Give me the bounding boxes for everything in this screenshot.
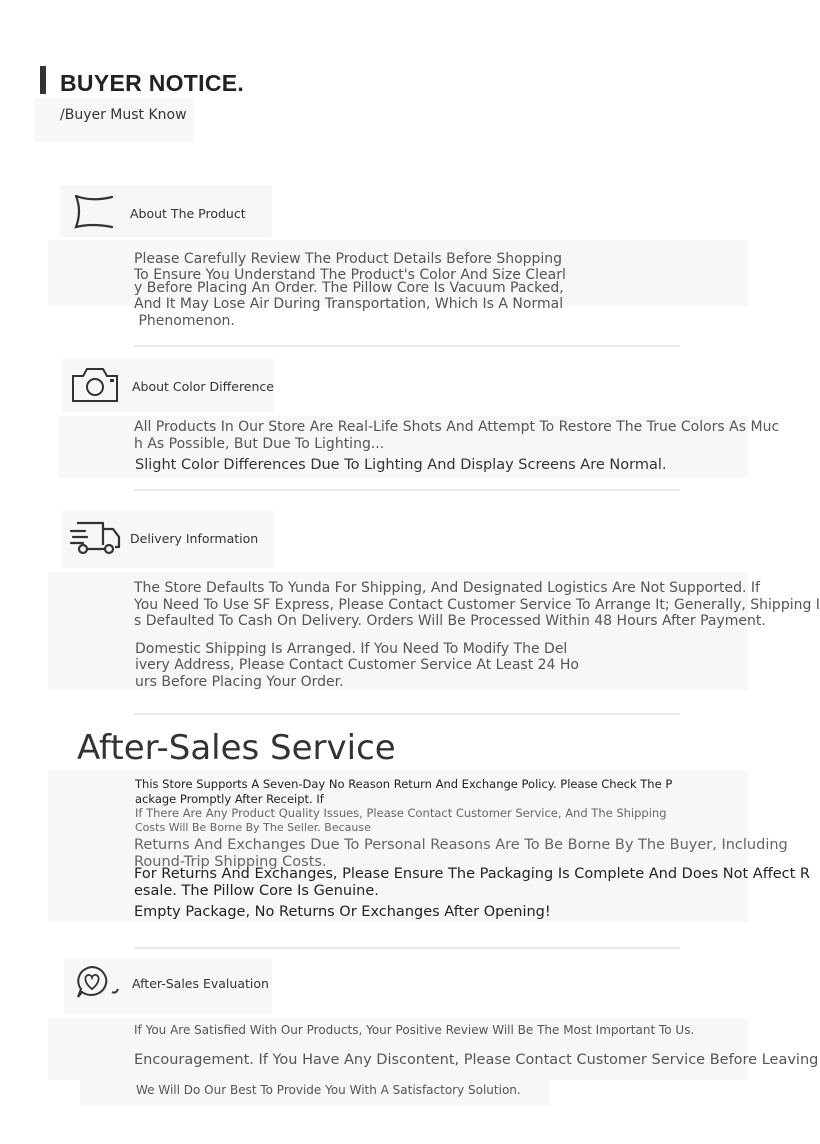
- section-title-product: About The Product: [130, 206, 246, 221]
- delivery-note-line-3: urs Before Placing Your Order.: [135, 674, 344, 690]
- section-title-after-sales: After-Sales Service: [77, 728, 396, 768]
- after-sales-block2-line-1: If There Are Any Product Quality Issues, Please Contact Customer Service, And The Shipping: [135, 806, 667, 820]
- product-text-line-1: Please Carefully Review The Product Details Before Shopping: [134, 251, 563, 267]
- section-divider: [134, 489, 680, 491]
- delivery-text-line-3: s Defaulted To Cash On Delivery. Orders Will Be Processed Within 48 Hours After Payment.: [134, 613, 766, 629]
- section-divider: [134, 947, 680, 949]
- after-sales-block4-line-1: For Returns And Exchanges, Please Ensure The Packaging Is Complete And Does Not Affect R: [134, 866, 810, 882]
- page-subtitle: /Buyer Must Know: [60, 107, 187, 123]
- after-sales-block2-line-2: Costs Will Be Borne By The Seller. Because: [135, 821, 371, 834]
- product-text-line-5: Phenomenon.: [134, 313, 235, 329]
- heart-chat-icon: [74, 964, 122, 1000]
- evaluation-line-1: If You Are Satisfied With Our Products, Your Positive Review Will Be The Most Important To Us.: [134, 1023, 695, 1037]
- pillow-icon: [72, 193, 118, 231]
- evaluation-line-3: We Will Do Our Best To Provide You With A Satisfactory Solution.: [136, 1083, 521, 1097]
- product-text-line-4: And It May Lose Air During Transportation, Which Is A Normal: [134, 296, 564, 312]
- after-sales-block4-line-2: esale. The Pillow Core Is Genuine.: [134, 883, 379, 899]
- after-sales-block3-line-1: Returns And Exchanges Due To Personal Reasons Are To Be Borne By The Buyer, Including: [134, 837, 788, 853]
- section-title-color: About Color Difference: [132, 379, 274, 394]
- delivery-note-line-1: Domestic Shipping Is Arranged. If You Need To Modify The Del: [135, 641, 568, 657]
- delivery-truck-icon: [69, 519, 123, 557]
- delivery-text-line-1: The Store Defaults To Yunda For Shipping, And Designated Logistics Are Not Supported. If: [134, 580, 760, 596]
- color-note: Slight Color Differences Due To Lighting And Display Screens Are Normal.: [135, 457, 667, 473]
- section-title-delivery: Delivery Information: [130, 531, 259, 546]
- after-sales-block1-line-2: ackage Promptly After Receipt. If: [135, 792, 324, 806]
- page-title: BUYER NOTICE.: [60, 70, 245, 96]
- product-text-line-3: y Before Placing An Order. The Pillow Core Is Vacuum Packed,: [134, 280, 564, 296]
- delivery-text-line-2: You Need To Use SF Express, Please Contact Customer Service To Arrange It; Generally, Shipping I: [134, 597, 820, 613]
- section-title-evaluation: After-Sales Evaluation: [132, 976, 269, 991]
- after-sales-block3-line-2: Round-Trip Shipping Costs.: [134, 854, 327, 870]
- camera-icon: [71, 366, 123, 404]
- delivery-note-line-2: ivery Address, Please Contact Customer Service At Least 24 Ho: [135, 657, 579, 673]
- after-sales-block1-line-1: This Store Supports A Seven-Day No Reason Return And Exchange Policy. Please Check The P: [135, 777, 673, 791]
- product-text-line-2: To Ensure You Understand The Product's Color And Size Clearl: [134, 267, 566, 283]
- header-accent-bar: [40, 66, 46, 94]
- color-text-line-2: h As Possible, But Due To Lighting...: [134, 436, 385, 452]
- evaluation-line-2: Encouragement. If You Have Any Discontent, Please Contact Customer Service Before Leaving: [134, 1052, 819, 1068]
- after-sales-block5: Empty Package, No Returns Or Exchanges After Opening!: [134, 904, 551, 920]
- section-divider: [134, 713, 680, 715]
- section-divider: [134, 345, 680, 347]
- color-text-line-1: All Products In Our Store Are Real-Life Shots And Attempt To Restore The True Colors As Muc: [134, 419, 780, 435]
